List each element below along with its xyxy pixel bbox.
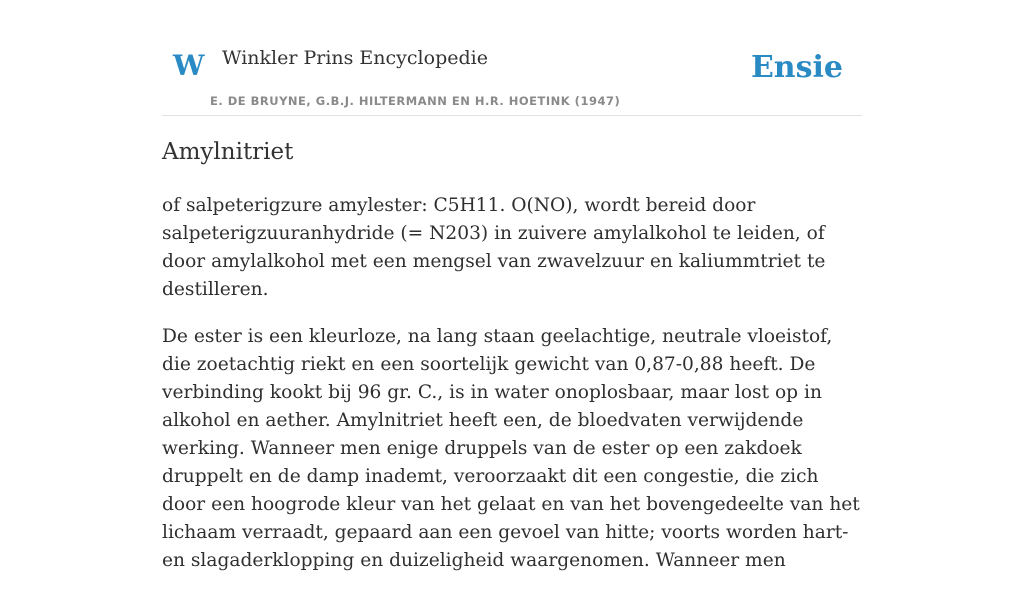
winkler-prins-logo[interactable]: W	[173, 49, 205, 82]
paragraph: of salpeterigzure amylester: C5H11. O(NO), wordt bereid door salpeterigzuuranhydride (= N203) in zuivere amylalkohol te leiden, of door amylalkohol met een mengsel van zwavelzuur en kaliummtriet te destilleren.	[162, 195, 826, 300]
article-body	[162, 192, 864, 594]
authors-line: E. DE BRUYNE, G.B.J. HILTERMANN EN H.R. HOETINK (1947)	[210, 94, 621, 108]
site-header	[162, 38, 862, 116]
paragraph: De ester is een kleurloze, na lang staan geelachtige, neutrale vloeistof, die zoetachtig riekt en een soortelijk gewicht van 0,87-0,88 heeft. De verbinding kookt bij 96 gr. C., is in water onoplosbaar, maar lost op in alkohol en aether. Amylnitriet heeft een, de bloedvaten verwijdende werking. Wanneer men enige druppels van de ester op een zakdoek druppelt en de damp inademt, veroorzaakt dit een congestie, die zich door een hoogrode kleur van het gelaat en van het bovengedeelte van het lichaam verraadt, gepaard aan een gevoel van hitte; voorts worden hart- en slagaderklopping en duizeligheid waargenomen. Wanneer men	[162, 326, 860, 571]
article-title: Amylnitriet	[162, 139, 294, 165]
ensie-brand-link[interactable]: Ensie	[750, 50, 843, 85]
site-title[interactable]: Winkler Prins Encyclopedie	[222, 47, 488, 69]
